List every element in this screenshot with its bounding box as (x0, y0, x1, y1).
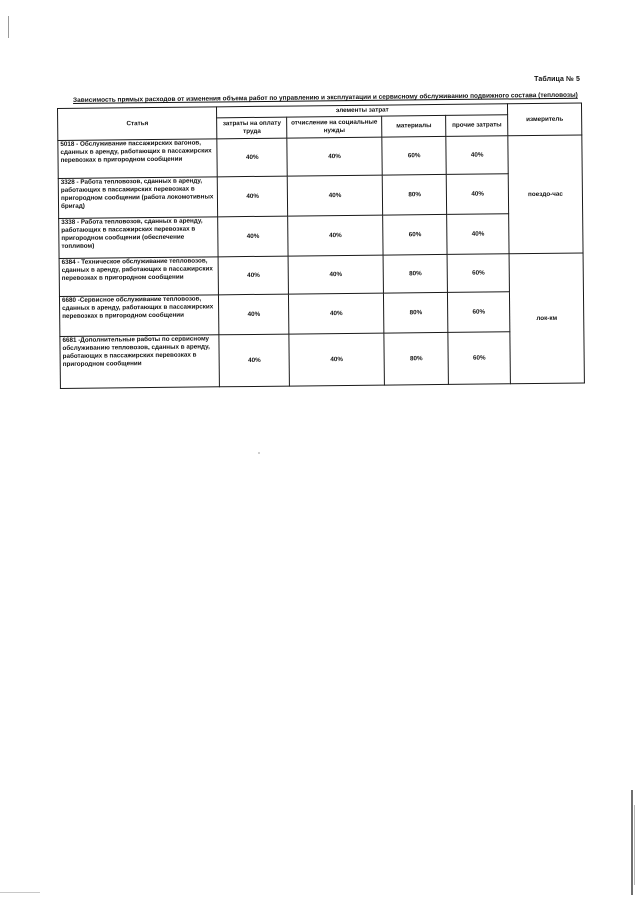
row-other: 40% (446, 174, 508, 215)
row-other: 60% (448, 292, 510, 333)
header-materials: материалы (382, 115, 446, 137)
row-materials: 60% (382, 136, 447, 175)
row-article: 3338 - Работа тепловозов, сданных в аренду, работающих в пассажирских перевозках в пригородном сообщении (обеспечение топливом) (59, 217, 219, 259)
row-materials: 80% (384, 332, 449, 385)
row-article: 5018 - Обслуживание пассажирских вагонов, сданных в аренду, работающих в пассажирских перевозках в пригородном сообщении (58, 139, 218, 179)
cost-dependency-table (57, 103, 585, 389)
row-other: 40% (447, 214, 509, 255)
header-social: отчисление на социальные нужды (287, 116, 382, 138)
meter-group-2: лок-км (509, 253, 584, 384)
row-social: 40% (288, 255, 384, 294)
row-materials: 80% (384, 292, 449, 333)
header-labor: затраты на оплату труда (217, 117, 287, 139)
row-article: 6681 -Дополнительные работы по сервисному обслуживанию тепловозов, сданных в аренду, работающих в пассажирских перевозках в пригородном сообщении (60, 335, 220, 389)
row-other: 40% (446, 136, 508, 175)
row-labor: 40% (218, 176, 288, 217)
table-row (59, 253, 583, 296)
table-number-label: Таблица № 5 (534, 76, 580, 83)
row-article: 6680 -Сервисное обслуживание тепловозов, сданных в аренду, работающих в пассажирских перевозках в пригородном сообщении (59, 295, 219, 337)
scan-edge-mark (8, 16, 9, 38)
row-social: 40% (288, 293, 384, 334)
row-materials: 80% (382, 174, 447, 215)
scan-edge-mark (631, 790, 633, 895)
header-article: Статья (58, 107, 218, 141)
row-materials: 60% (383, 214, 448, 255)
table-row (58, 135, 582, 178)
header-meter: измеритель (508, 103, 582, 136)
scan-edge-mark (0, 892, 40, 893)
table-caption: Зависимость прямых расходов от изменения объема работ по управлению и эксплуатации и сервисному обслуживанию подвижного состава (тепловозы) (73, 91, 578, 104)
table-row (59, 291, 583, 336)
row-labor: 40% (217, 138, 287, 177)
row-labor: 40% (219, 256, 289, 295)
scan-edge-mark (634, 805, 635, 885)
header-other: прочие затраты (446, 115, 508, 137)
table-row (60, 331, 585, 388)
row-social: 40% (287, 175, 383, 216)
row-article: 3328 - Работа тепловозов, сданных в аренду, работающих в пассажирских перевозках в пригородном сообщении (работа локомотивных бригад) (58, 177, 218, 219)
header-cost-elements: элементы затрат (217, 104, 508, 118)
row-article: 6384 - Техническое обслуживание тепловозов, сданных в аренду, работающих в пассажирских перевозках в пригородном сообщении (59, 257, 219, 297)
table-row (58, 173, 582, 218)
row-other: 60% (448, 332, 510, 385)
table-row (59, 213, 583, 258)
row-labor: 40% (219, 334, 289, 387)
row-social: 40% (289, 333, 385, 386)
row-materials: 80% (383, 254, 448, 293)
meter-group-1: поездо-час (508, 135, 583, 254)
row-social: 40% (287, 137, 383, 176)
row-labor: 40% (218, 216, 288, 257)
row-other: 60% (447, 254, 509, 293)
row-social: 40% (288, 215, 384, 256)
scan-speck (258, 452, 260, 454)
row-labor: 40% (219, 294, 289, 335)
